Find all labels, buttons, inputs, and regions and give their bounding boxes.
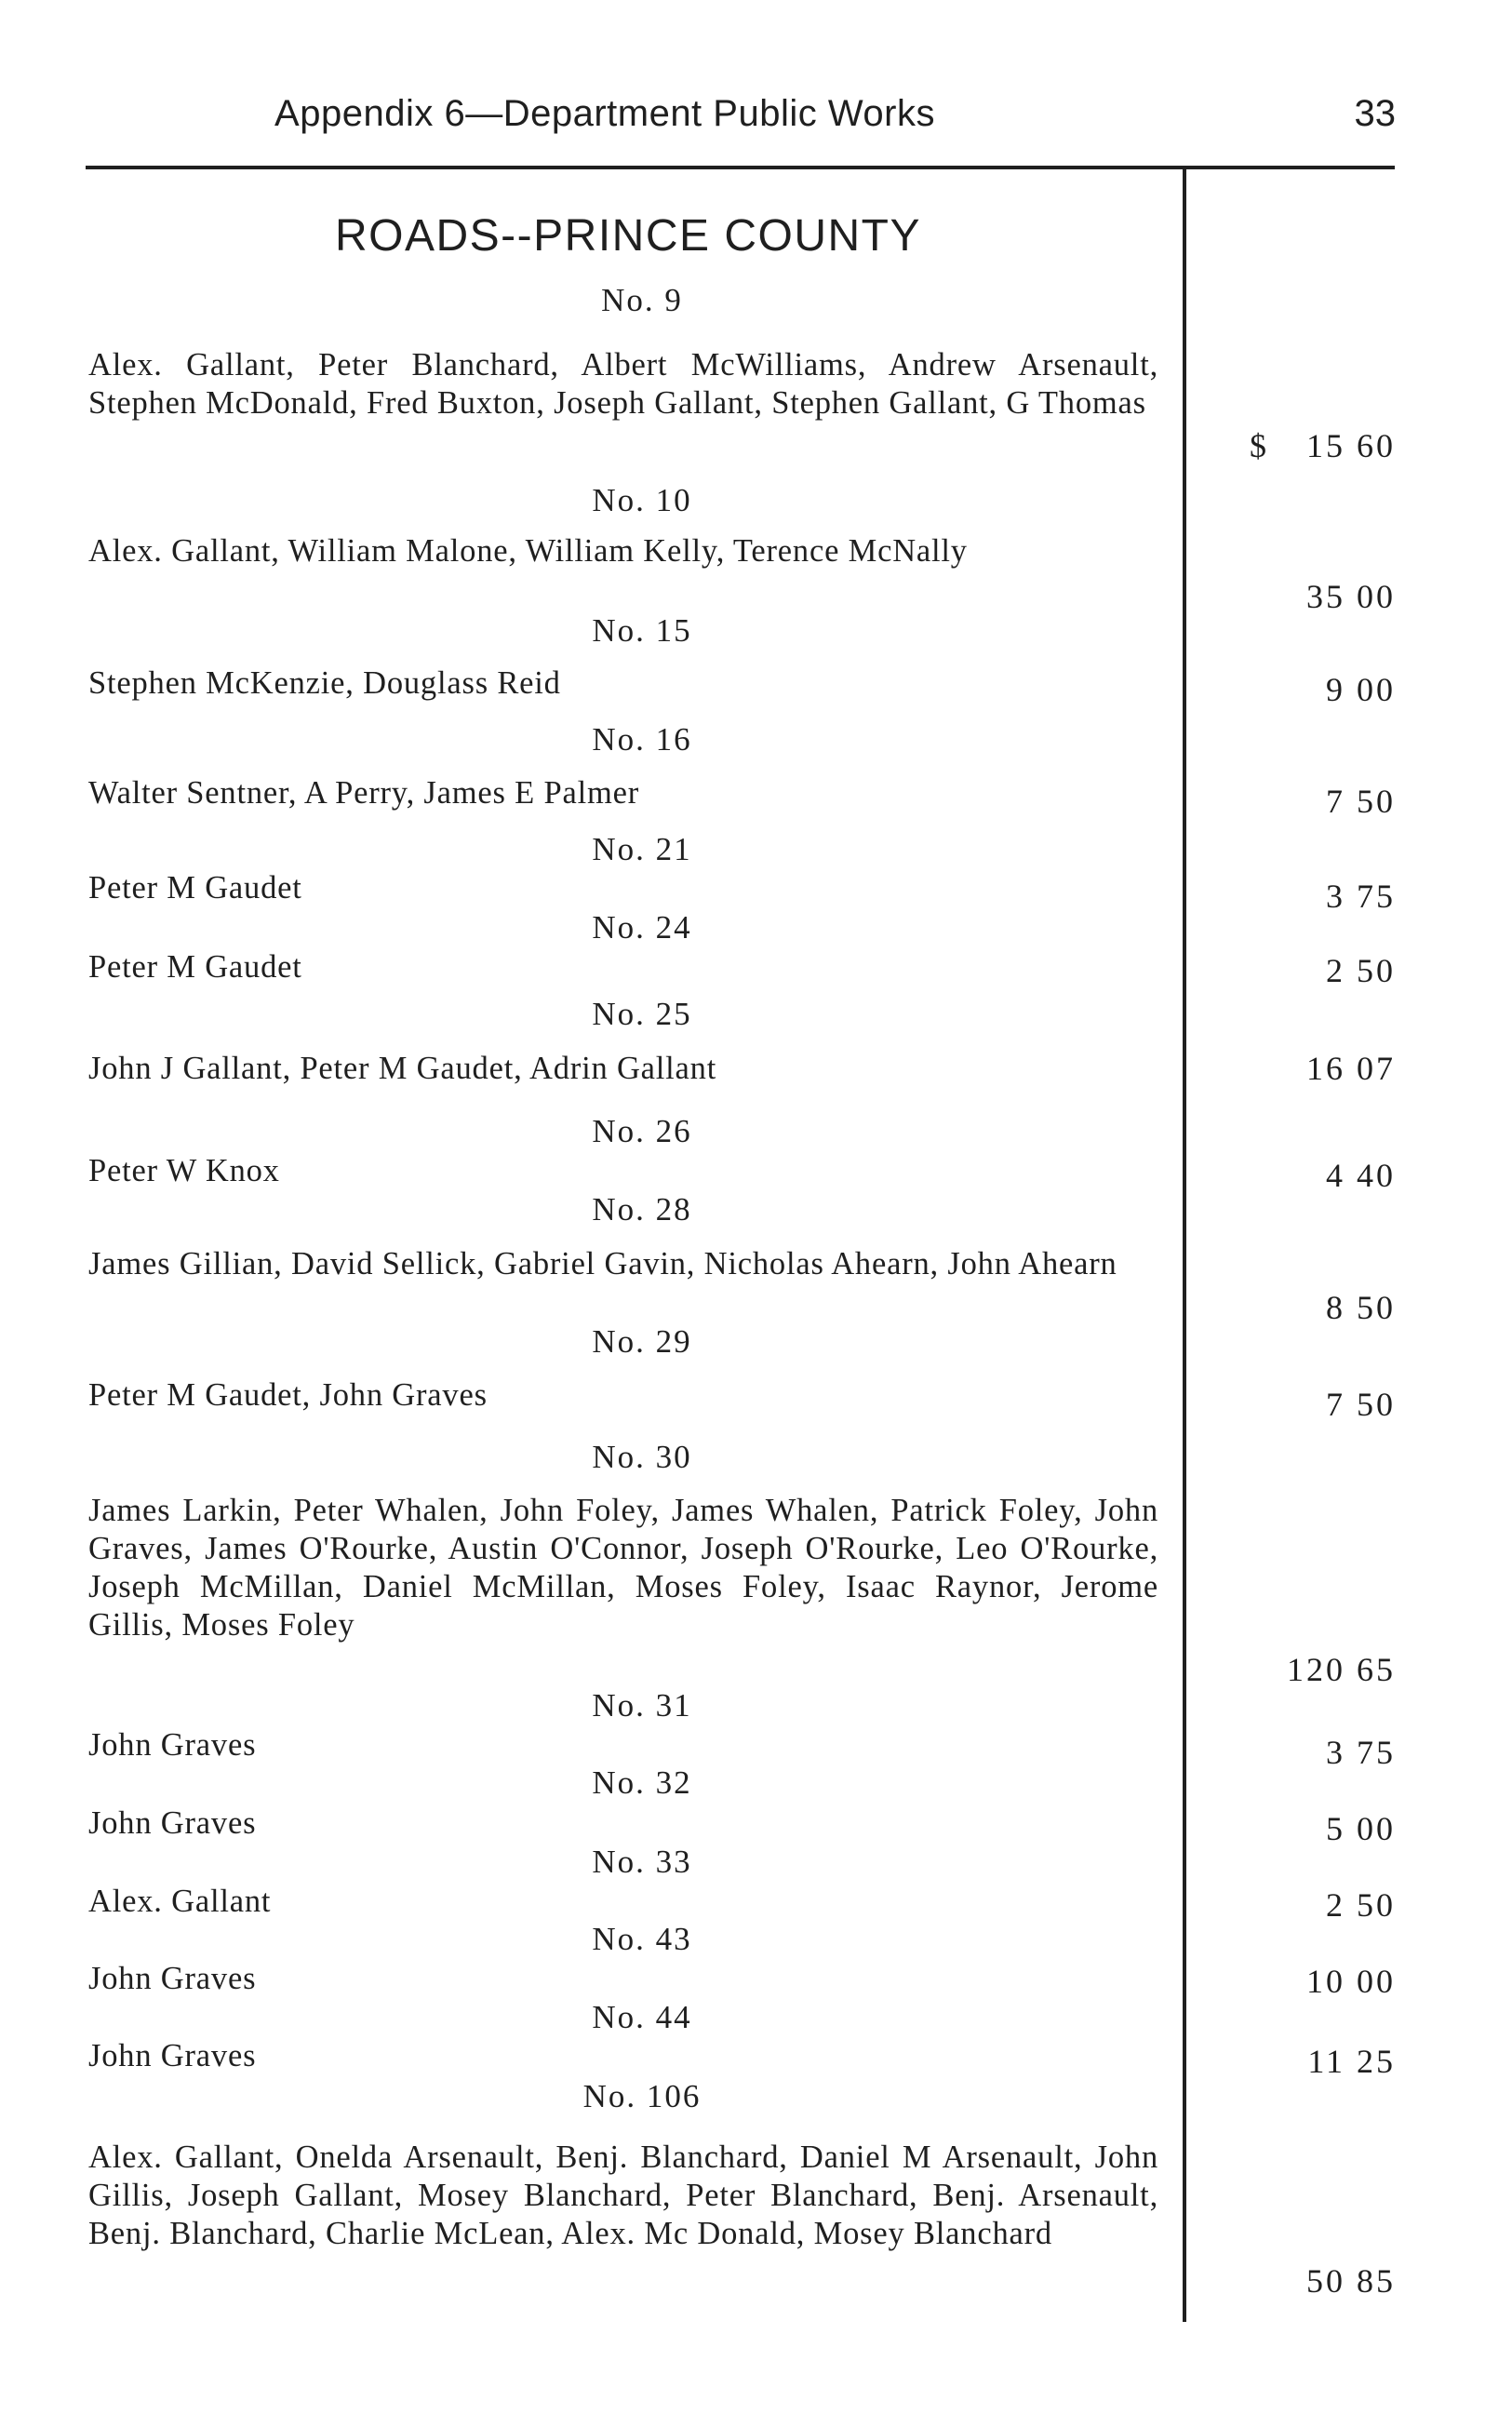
road-number: No. 31 (592, 1687, 692, 1724)
road-number: No. 24 (592, 909, 692, 946)
entry-amount: 10 00 (1306, 1963, 1396, 2000)
road-number: No. 21 (592, 831, 692, 867)
entry-names: John Graves (88, 2038, 257, 2073)
section-title: ROADS--PRINCE COUNTY (334, 211, 922, 261)
road-number: No. 25 (592, 996, 692, 1032)
page-number: 33 (1354, 93, 1396, 134)
entry-names: Walter Sentner, A Perry, James E Palmer (88, 775, 639, 811)
entry-names: James Gillian, David Sellick, Gabriel Gavin, Nicholas Ahearn, John Ahearn (88, 1246, 1117, 1281)
entry-names: Alex. Gallant, Onelda Arsenault, Benj. Blanchard, Daniel M Arsenault, John Gillis, Joseph Gallant, Mosey Blanchard, Peter Blanchard, Benj. Arsenault, Benj. Blanchard, Charlie McLean, Alex. Mc Donald, Mosey Blanchard (88, 2140, 1158, 2251)
entry-amount: 120 65 (1287, 1651, 1396, 1688)
entry-names: Alex. Gallant, Peter Blanchard, Albert McWilliams, Andrew Arsenault, Stephen McDonald, Fred Buxton, Joseph Gallant, Stephen Gallant, G Thomas (88, 347, 1158, 421)
entry-amount: 4 40 (1326, 1157, 1396, 1194)
entry-names: Alex. Gallant, William Malone, William Kelly, Terence McNally (88, 533, 968, 569)
entry-amount: 8 50 (1326, 1289, 1396, 1326)
entry-names: John Graves (88, 1961, 257, 1996)
road-number: No. 106 (582, 2078, 702, 2114)
road-number: No. 33 (592, 1844, 692, 1880)
road-number: No. 26 (592, 1113, 692, 1149)
entry-amount: 11 25 (1307, 2043, 1396, 2080)
entry-names: Peter M Gaudet (88, 870, 302, 905)
entry-names: Alex. Gallant (88, 1884, 272, 1919)
entry-amount (1117, 426, 1396, 465)
road-number: No. 30 (592, 1439, 692, 1475)
entry-amount: 7 50 (1326, 1386, 1396, 1423)
amount-value: 15 60 (1306, 427, 1396, 464)
entry-names: John Graves (88, 1805, 257, 1841)
road-number: No. 16 (592, 721, 692, 758)
entry-names: Peter M Gaudet, John Graves (88, 1377, 488, 1413)
entry-amount: 35 00 (1306, 578, 1396, 615)
entry-names: Peter M Gaudet (88, 949, 302, 985)
entry-amount: 3 75 (1326, 878, 1396, 915)
entry-amount: 5 00 (1326, 1810, 1396, 1847)
road-number: No. 43 (592, 1921, 692, 1957)
road-number: No. 10 (592, 482, 692, 518)
header-rule (86, 166, 1395, 169)
entry-names: Stephen McKenzie, Douglass Reid (88, 665, 561, 701)
road-number: No. 28 (592, 1191, 692, 1227)
entry-amount: 2 50 (1326, 1886, 1396, 1924)
entry-names: Peter W Knox (88, 1153, 280, 1188)
entry-names: John J Gallant, Peter M Gaudet, Adrin Gallant (88, 1051, 717, 1086)
road-number: No. 15 (592, 612, 692, 649)
entry-names: John Graves (88, 1727, 257, 1763)
entry-amount: 50 85 (1306, 2262, 1396, 2300)
entry-names: James Larkin, Peter Whalen, John Foley, James Whalen, Patrick Foley, John Graves, James O'Rourke, Austin O'Connor, Joseph O'Rourke, Leo O'Rourke, Joseph McMillan, Daniel McMillan, Moses Foley, Isaac Raynor, Jerome Gillis, Moses Foley (88, 1493, 1158, 1643)
entry-amount: 7 50 (1326, 783, 1396, 820)
entry-amount: 16 07 (1306, 1050, 1396, 1087)
road-number: No. 44 (592, 1999, 692, 2035)
dollar-sign: $ (1250, 427, 1269, 464)
entry-amount: 9 00 (1326, 671, 1396, 708)
road-number: No. 29 (592, 1323, 692, 1360)
entry-amount: 3 75 (1326, 1734, 1396, 1771)
entry-amount: 2 50 (1326, 952, 1396, 989)
header-title: Appendix 6—Department Public Works (274, 93, 935, 134)
road-number: No. 32 (592, 1764, 692, 1801)
road-number: No. 9 (601, 282, 683, 318)
